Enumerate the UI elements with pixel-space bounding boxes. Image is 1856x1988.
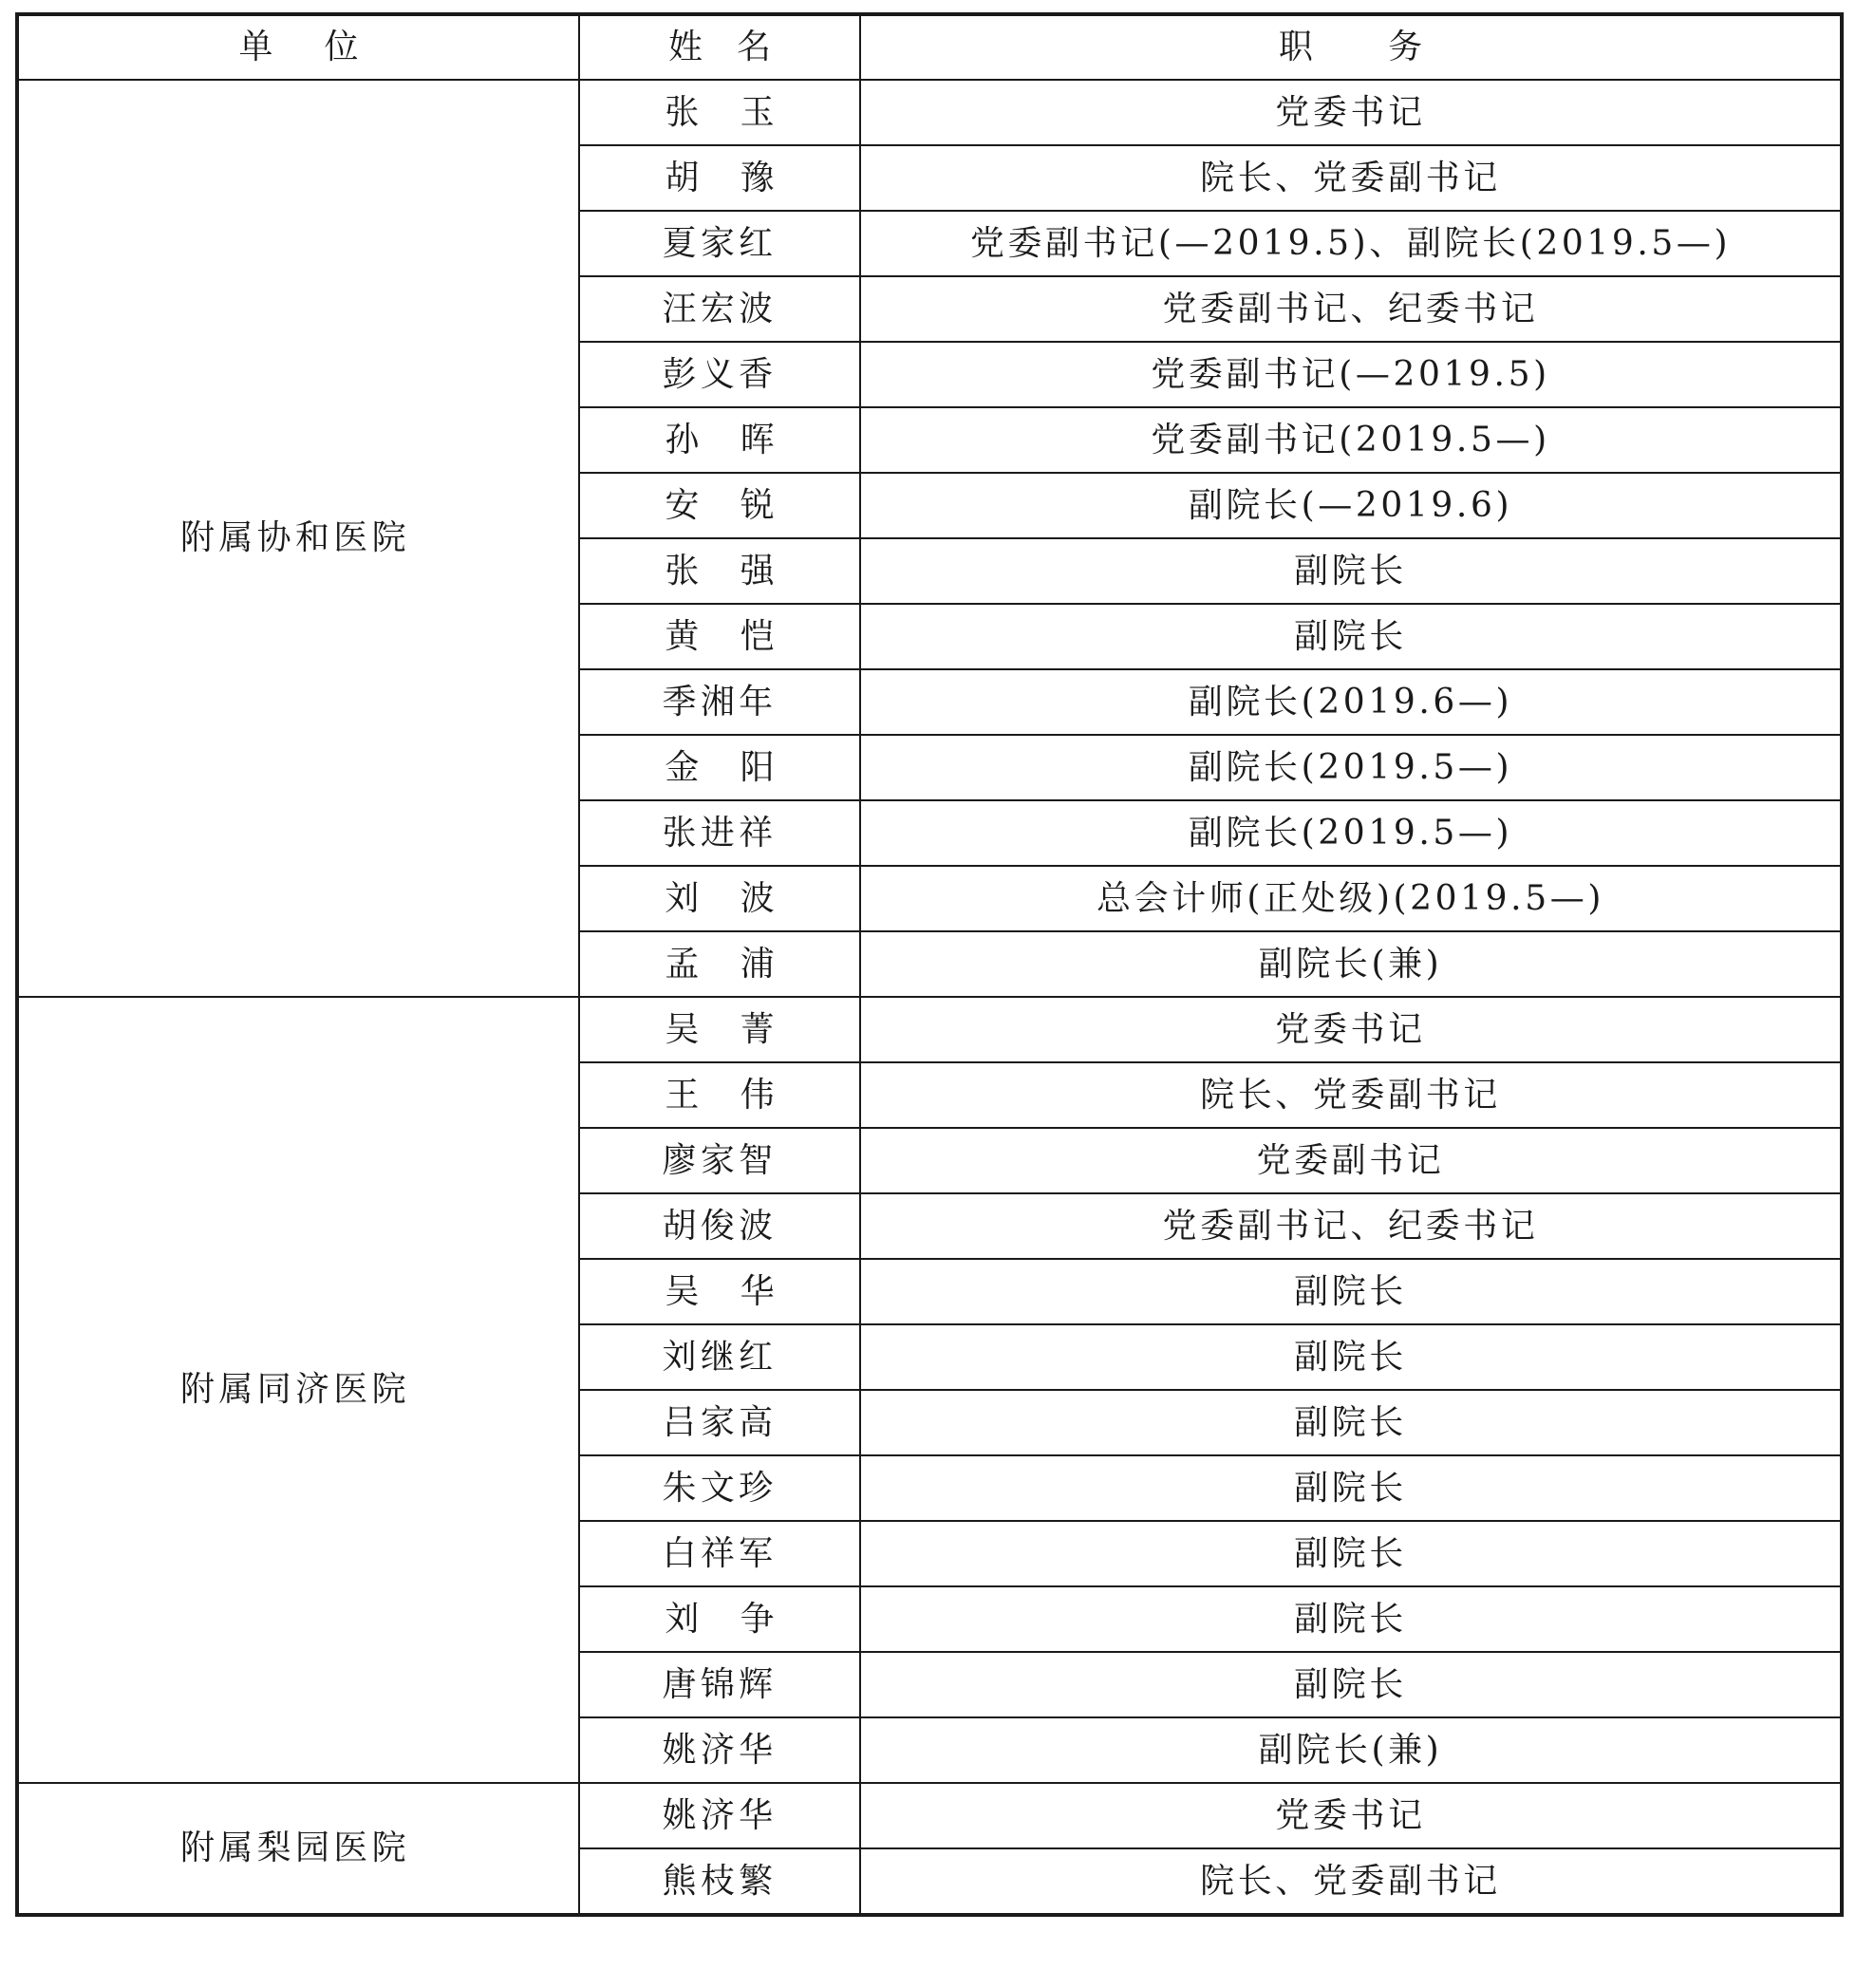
title-cell: 总会计师(正处级)(2019.5—) — [860, 866, 1842, 931]
unit-cell: 附属梨园医院 — [17, 1783, 579, 1915]
name-cell: 刘继红 — [579, 1324, 860, 1390]
title-cell: 党委副书记、纪委书记 — [860, 1193, 1842, 1259]
name-cell: 吕家高 — [579, 1390, 860, 1455]
leadership-table-container — [15, 12, 1840, 1917]
unit-cell: 附属同济医院 — [17, 997, 579, 1783]
name-cell: 刘波 — [579, 866, 860, 931]
name-cell: 王伟 — [579, 1062, 860, 1128]
name-cell: 张玉 — [579, 80, 860, 145]
title-cell: 院长、党委副书记 — [860, 145, 1842, 211]
name-cell: 胡豫 — [579, 145, 860, 211]
title-cell: 副院长 — [860, 538, 1842, 604]
name-cell: 季湘年 — [579, 669, 860, 735]
title-cell: 副院长 — [860, 1586, 1842, 1652]
name-cell: 熊枝繁 — [579, 1848, 860, 1915]
name-cell: 黄恺 — [579, 604, 860, 669]
name-cell: 汪宏波 — [579, 276, 860, 342]
header-name: 姓名 — [579, 14, 860, 80]
title-cell: 副院长 — [860, 1324, 1842, 1390]
name-cell: 孙晖 — [579, 407, 860, 473]
title-cell: 副院长 — [860, 1259, 1842, 1324]
header-unit: 单位 — [17, 14, 579, 80]
title-cell: 副院长(2019.5—) — [860, 735, 1842, 800]
name-cell: 孟浦 — [579, 931, 860, 997]
title-cell: 副院长 — [860, 1390, 1842, 1455]
title-cell: 副院长 — [860, 1521, 1842, 1586]
title-cell: 副院长(兼) — [860, 1717, 1842, 1783]
name-cell: 吴华 — [579, 1259, 860, 1324]
title-cell: 党委副书记(2019.5—) — [860, 407, 1842, 473]
title-cell: 党委书记 — [860, 1783, 1842, 1848]
name-cell: 金阳 — [579, 735, 860, 800]
table-header — [17, 14, 1842, 80]
name-cell: 张进祥 — [579, 800, 860, 866]
name-cell: 张强 — [579, 538, 860, 604]
name-cell: 唐锦辉 — [579, 1652, 860, 1717]
name-cell: 胡俊波 — [579, 1193, 860, 1259]
leadership-table — [15, 12, 1844, 1917]
title-cell: 党委书记 — [860, 997, 1842, 1062]
title-cell: 副院长 — [860, 604, 1842, 669]
title-cell: 党委副书记(—2019.5)、副院长(2019.5—) — [860, 211, 1842, 276]
title-cell: 党委副书记 — [860, 1128, 1842, 1193]
name-cell: 安锐 — [579, 473, 860, 538]
header-row — [17, 14, 1842, 80]
name-cell: 吴菁 — [579, 997, 860, 1062]
unit-cell: 附属协和医院 — [17, 80, 579, 997]
title-cell: 党委副书记、纪委书记 — [860, 276, 1842, 342]
name-cell: 彭义香 — [579, 342, 860, 407]
name-cell: 刘争 — [579, 1586, 860, 1652]
title-cell: 院长、党委副书记 — [860, 1062, 1842, 1128]
title-cell: 副院长(兼) — [860, 931, 1842, 997]
title-cell: 副院长 — [860, 1652, 1842, 1717]
title-cell: 副院长 — [860, 1455, 1842, 1521]
title-cell: 副院长(2019.5—) — [860, 800, 1842, 866]
table-row — [17, 80, 1842, 145]
table-row — [17, 1783, 1842, 1848]
title-cell: 副院长(—2019.6) — [860, 473, 1842, 538]
title-cell: 院长、党委副书记 — [860, 1848, 1842, 1915]
table-body — [17, 80, 1842, 1915]
name-cell: 廖家智 — [579, 1128, 860, 1193]
title-cell: 党委书记 — [860, 80, 1842, 145]
title-cell: 党委副书记(—2019.5) — [860, 342, 1842, 407]
name-cell: 朱文珍 — [579, 1455, 860, 1521]
name-cell: 姚济华 — [579, 1717, 860, 1783]
header-title: 职务 — [860, 14, 1842, 80]
name-cell: 夏家红 — [579, 211, 860, 276]
table-row — [17, 997, 1842, 1062]
name-cell: 姚济华 — [579, 1783, 860, 1848]
name-cell: 白祥军 — [579, 1521, 860, 1586]
title-cell: 副院长(2019.6—) — [860, 669, 1842, 735]
